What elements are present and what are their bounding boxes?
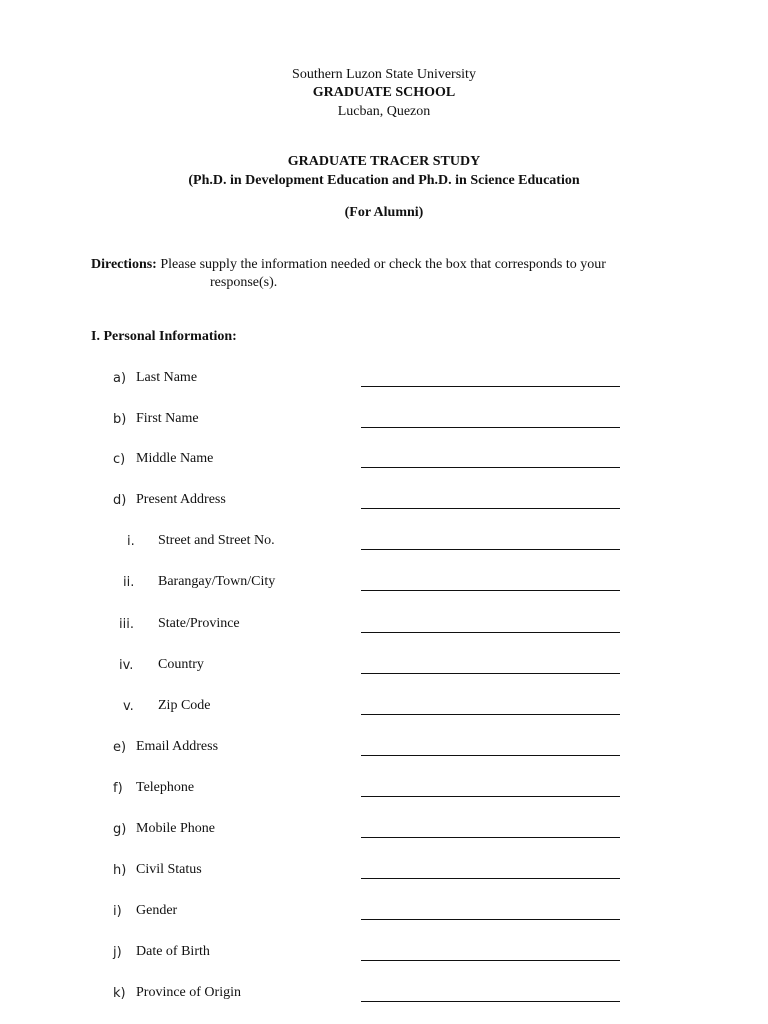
field-label: Province of Origin: [136, 985, 241, 1000]
field-label: Telephone: [136, 780, 195, 795]
field-marker: i): [113, 904, 122, 919]
field-label: Email Address: [136, 739, 219, 754]
last-name-field[interactable]: [361, 386, 620, 387]
field-marker: b): [113, 412, 127, 427]
field-label: Gender: [136, 903, 178, 918]
section-title: I. Personal Information:: [91, 329, 237, 344]
field-row-province-of-origin: [0, 985, 768, 1007]
field-row-zip-code: [0, 698, 768, 720]
email-field[interactable]: [361, 755, 620, 756]
province-of-origin-field[interactable]: [361, 1001, 620, 1002]
directions-text-continued: response(s).: [210, 275, 278, 290]
field-row-state-province: [0, 616, 768, 638]
field-marker: e): [113, 740, 127, 755]
field-label: Middle Name: [136, 451, 214, 466]
audience-subtitle: (For Alumni): [344, 205, 424, 220]
civil-status-field[interactable]: [361, 878, 620, 879]
field-marker: iii.: [119, 617, 134, 632]
field-row-telephone: [0, 780, 768, 802]
field-label: Street and Street No.: [158, 533, 275, 548]
university-name: Southern Luzon State University: [292, 67, 476, 82]
field-row-last-name: [0, 370, 768, 392]
field-marker: j): [113, 945, 122, 960]
barangay-field[interactable]: [361, 590, 620, 591]
first-name-field[interactable]: [361, 427, 620, 428]
mobile-phone-field[interactable]: [361, 837, 620, 838]
field-marker: iv.: [119, 658, 134, 673]
country-field[interactable]: [361, 673, 620, 674]
field-label: State/Province: [158, 616, 240, 631]
middle-name-field[interactable]: [361, 467, 620, 468]
state-province-field[interactable]: [361, 632, 620, 633]
field-marker: g): [113, 822, 127, 837]
field-marker: c): [113, 452, 126, 467]
field-row-civil-status: [0, 862, 768, 884]
directions: [91, 255, 651, 275]
gender-field[interactable]: [361, 919, 620, 920]
field-row-barangay: [0, 574, 768, 596]
field-marker: ii.: [123, 575, 135, 590]
street-field[interactable]: [361, 549, 620, 550]
field-label: First Name: [136, 411, 199, 426]
field-row-present-address: [0, 492, 768, 514]
date-of-birth-field[interactable]: [361, 960, 620, 961]
school-name: GRADUATE SCHOOL: [312, 85, 456, 100]
field-marker: a): [113, 371, 127, 386]
field-label: Present Address: [136, 492, 226, 507]
directions-label: Directions:: [91, 257, 157, 272]
field-marker: f): [113, 781, 123, 796]
telephone-field[interactable]: [361, 796, 620, 797]
field-marker: d): [113, 493, 127, 508]
field-row-email: [0, 739, 768, 761]
field-label: Date of Birth: [136, 944, 210, 959]
field-row-date-of-birth: [0, 944, 768, 966]
directions-text: Please supply the information needed or check the box that corresponds to your: [160, 257, 606, 272]
field-row-country: [0, 657, 768, 679]
document-title: GRADUATE TRACER STUDY: [287, 154, 481, 169]
zip-code-field[interactable]: [361, 714, 620, 715]
field-row-gender: [0, 903, 768, 925]
field-label: Country: [158, 657, 204, 672]
field-marker: i.: [127, 534, 135, 549]
program-subtitle: (Ph.D. in Development Education and Ph.D. in Science Education: [188, 173, 580, 188]
field-row-middle-name: [0, 451, 768, 473]
field-row-street: [0, 533, 768, 555]
field-row-mobile-phone: [0, 821, 768, 843]
field-label: Civil Status: [136, 862, 202, 877]
field-marker: k): [113, 986, 126, 1001]
field-marker: h): [113, 863, 127, 878]
field-label: Last Name: [136, 370, 198, 385]
field-label: Barangay/Town/City: [158, 574, 276, 589]
field-row-first-name: [0, 411, 768, 433]
present-address-field[interactable]: [361, 508, 620, 509]
field-label: Mobile Phone: [136, 821, 215, 836]
school-location: Lucban, Quezon: [337, 104, 431, 119]
field-marker: v.: [123, 699, 134, 714]
field-label: Zip Code: [158, 698, 211, 713]
